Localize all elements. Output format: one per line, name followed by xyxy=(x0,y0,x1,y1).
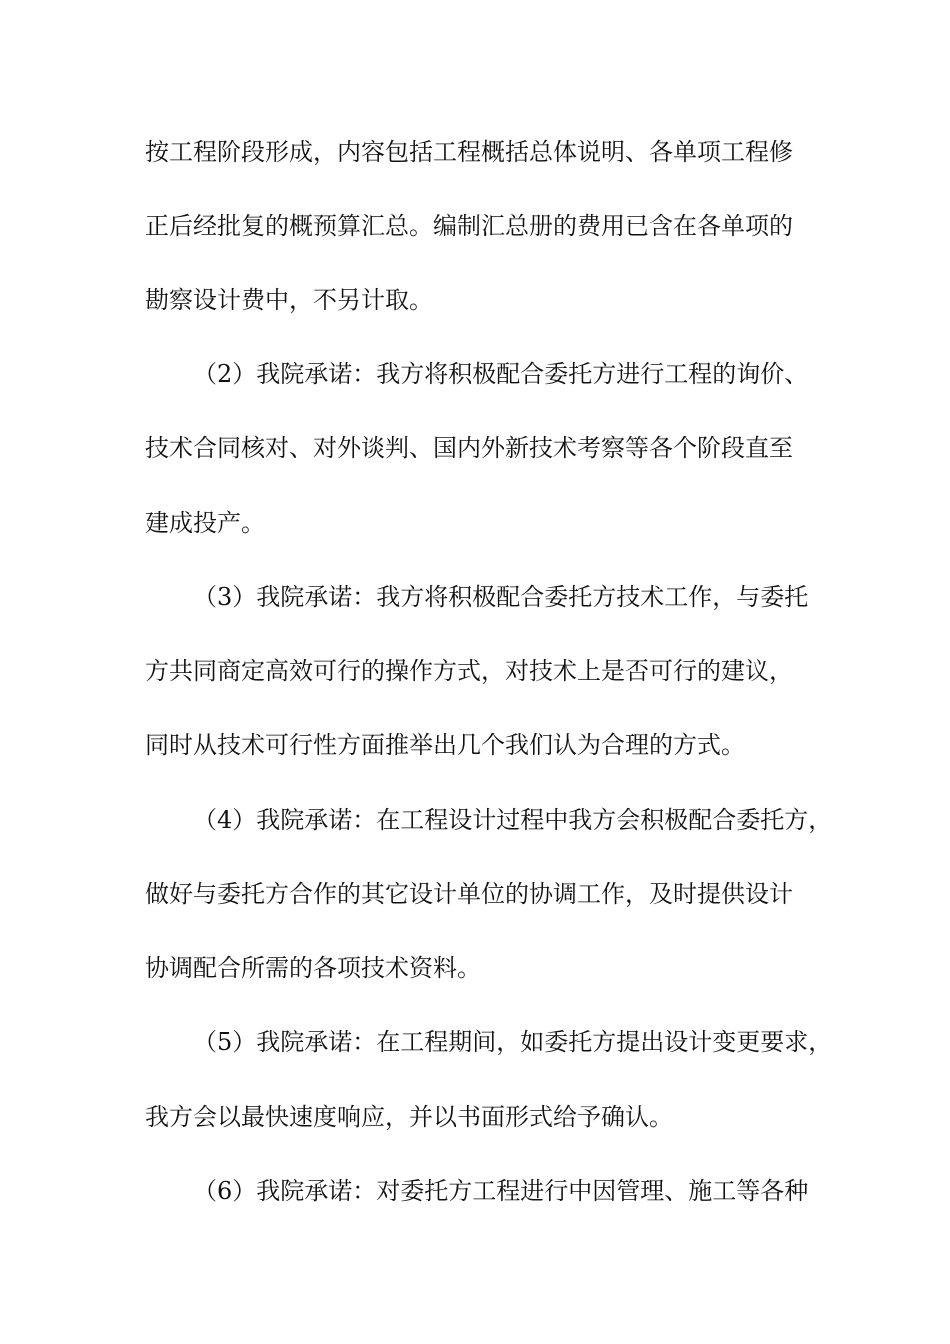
text-line: 做好与委托方合作的其它设计单位的协调工作，及时提供设计 xyxy=(145,880,793,908)
text-line: 勘察设计费中，不另计取。 xyxy=(145,286,433,314)
text-line: 方共同商定高效可行的操作方式，对技术上是否可行的建议， xyxy=(145,657,793,685)
text-line: 技术合同核对、对外谈判、国内外新技术考察等各个阶段直至 xyxy=(145,434,793,462)
text-line: 我方会以最快速度响应，并以书面形式给予确认。 xyxy=(145,1103,673,1131)
paragraph-start: （5）我院承诺：在工程期间，如委托方提出设计变更要求， xyxy=(193,1028,833,1056)
text-line: 按工程阶段形成，内容包括工程概括总体说明、各单项工程修 xyxy=(145,138,793,166)
paragraph-start: （4）我院承诺：在工程设计过程中我方会积极配合委托方， xyxy=(193,806,833,834)
text-line: 建成投产。 xyxy=(145,509,265,537)
paragraph-start: （6）我院承诺：对委托方工程进行中因管理、施工等各种 xyxy=(193,1177,809,1205)
text-line: 正后经批复的概预算汇总。编制汇总册的费用已含在各单项的 xyxy=(145,212,793,240)
paragraph-start: （3）我院承诺：我方将积极配合委托方技术工作，与委托 xyxy=(193,583,809,611)
text-line: 同时从技术可行性方面推举出几个我们认为合理的方式。 xyxy=(145,731,745,759)
paragraph-start: （2）我院承诺：我方将积极配合委托方进行工程的询价、 xyxy=(193,360,809,388)
text-line: 协调配合所需的各项技术资料。 xyxy=(145,954,481,982)
